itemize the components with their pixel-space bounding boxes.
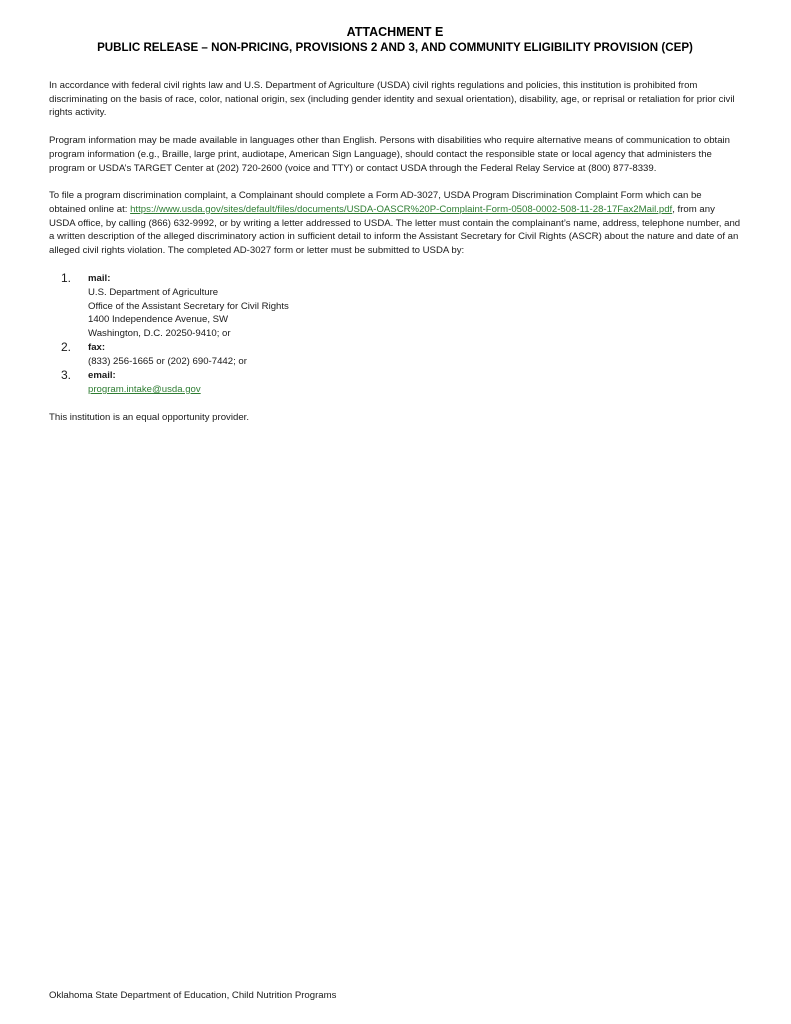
list-item-mail <box>49 272 741 342</box>
page-footer: Oklahoma State Department of Education, Child Nutrition Programs <box>49 990 337 1001</box>
page-title: ATTACHMENT E <box>346 25 444 39</box>
list-number: 1. <box>61 270 72 285</box>
mail-address-line: U.S. Department of Agriculture <box>88 286 219 298</box>
mail-address-line: 1400 Independence Avenue, SW <box>88 314 229 326</box>
submission-methods-list <box>49 272 741 397</box>
mail-label: mail: <box>88 272 111 284</box>
list-number: 2. <box>61 340 72 355</box>
complaint-form-link[interactable]: https://www.usda.gov/sites/default/files/documents/USDA-OASCR%20P-Complaint-Form-0508-0002-508-11-28-17Fax2Mail.pdf <box>130 203 673 215</box>
list-item-email <box>49 369 741 397</box>
email-label: email: <box>88 370 116 382</box>
page-subtitle: PUBLIC RELEASE – NON-PRICING, PROVISIONS 2 AND 3, AND COMMUNITY ELIGIBILITY PROVISION (CEP) <box>97 41 693 54</box>
fax-label: fax: <box>88 342 106 354</box>
complaint-paragraph <box>49 189 741 258</box>
civil-rights-paragraph: In accordance with federal civil rights law and U.S. Department of Agriculture (USDA) civil rights regulations and policies, this institution is prohibited from discriminating on the basis of race, color, national origin, sex (including gender identity and sexual orientation), disability, age, or reprisal or retaliation for prior civil rights activity. <box>49 80 735 119</box>
document-page <box>49 24 741 425</box>
program-info-paragraph: Program information may be made available in languages other than English. Persons with disabilities who require alternative means of communication to obtain program information (e.g., Braille, large print, audiotape, American Sign Language), should contact the responsible state or local agency that administers the program or USDA’s TARGET Center at (202) 720-2600 (voice and TTY) or contact USDA through the Federal Relay Service at (800) 877-8339. <box>49 135 730 174</box>
email-address-link[interactable]: program.intake@usda.gov <box>88 383 201 395</box>
complaint-text-before-link: To file a program discrimination complaint, a Complainant should complete a Form AD-3027, USDA Program Discrimination Complaint Form which can be obtained online at: <box>49 190 702 215</box>
equal-opportunity-statement: This institution is an equal opportunity provider. <box>49 411 249 423</box>
mail-address-line: Washington, D.C. 20250-9410; or <box>88 328 231 340</box>
fax-numbers: (833) 256-1665 or (202) 690-7442; or <box>88 356 247 368</box>
complaint-text-after-link: , from any USDA office, by calling (866) 632-9992, or by writing a letter addressed to USDA. The letter must contain the complainant’s name, address, telephone number, and a written description of the alleged discriminatory action in sufficient detail to inform the Assistant Secretary for Civil Rights (ASCR) about the nature and date of an alleged civil rights violation. The completed AD-3027 form or letter must be submitted to USDA by: <box>49 203 741 257</box>
list-number: 3. <box>61 368 72 383</box>
list-item-fax <box>49 341 741 369</box>
mail-address-line: Office of the Assistant Secretary for Civil Rights <box>88 300 289 312</box>
